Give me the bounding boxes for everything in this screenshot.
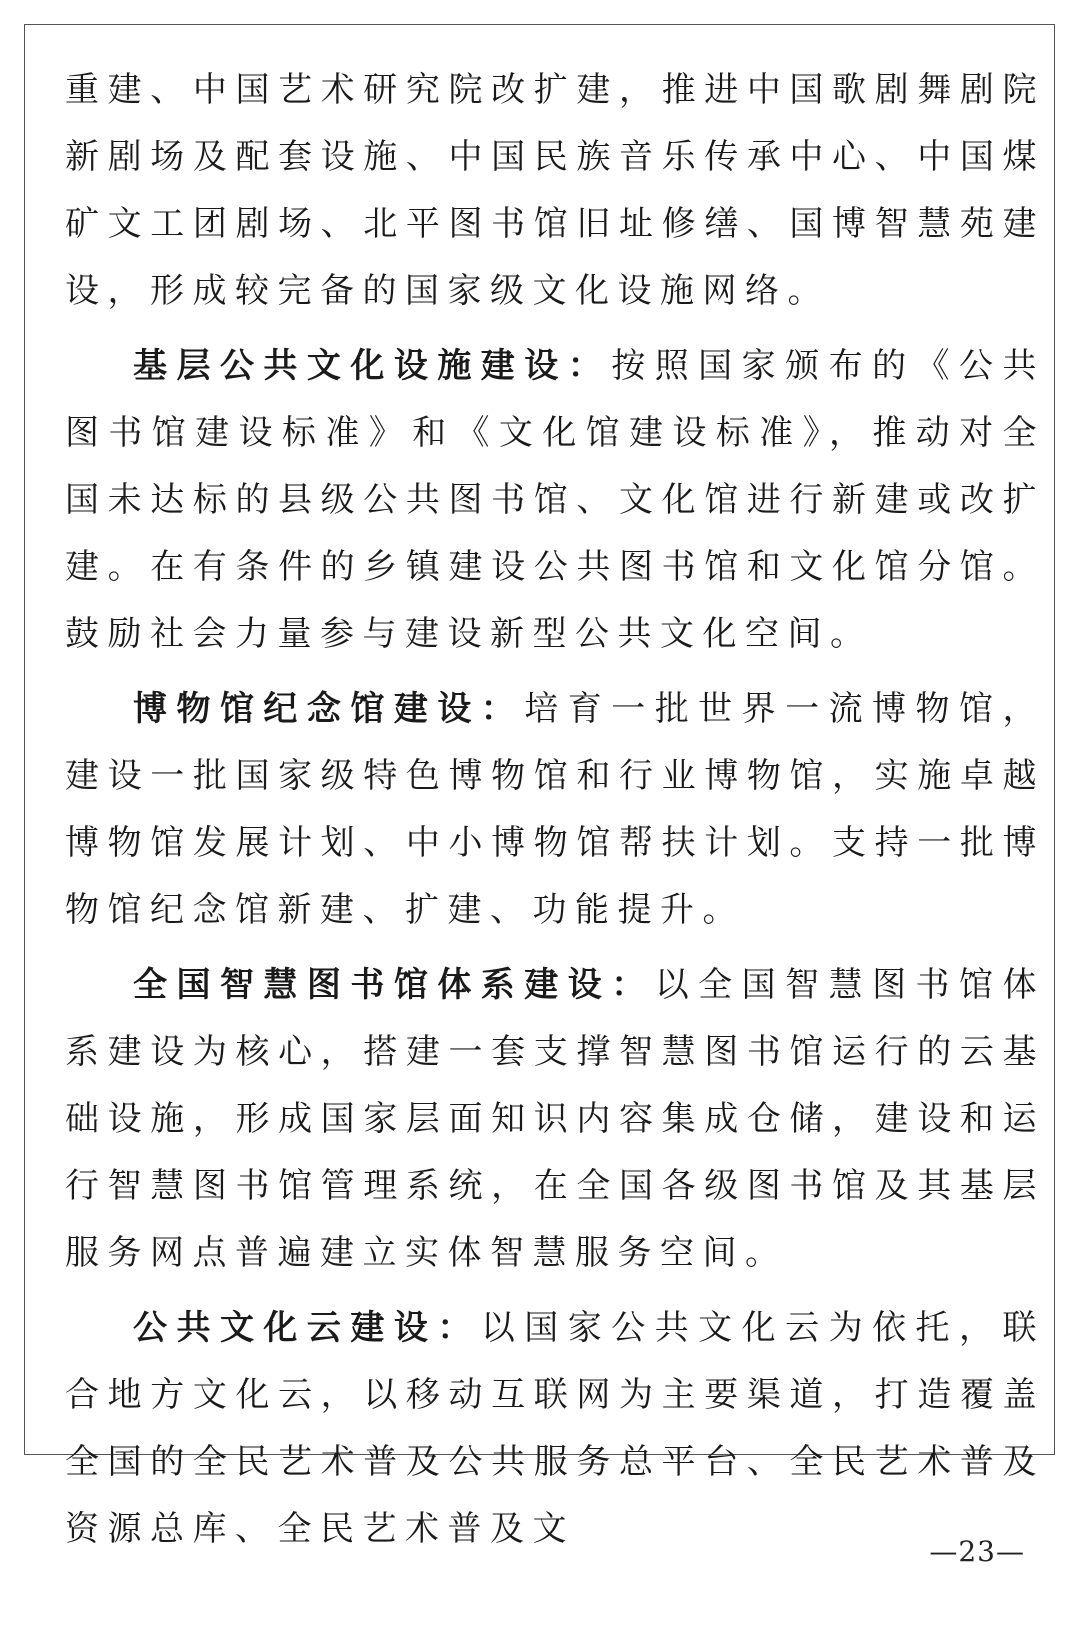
page-number: —23— <box>929 1535 1025 1568</box>
paragraph-text: 重建、中国艺术研究院改扩建，推进中国歌剧舞剧院新剧场及配套设施、中国民族音乐传承中心、中国煤矿文工团剧场、北平图书馆旧址修缮、国博智慧苑建设，形成较完备的国家级文化设施网络。 <box>65 70 1045 311</box>
paragraph-continuation <box>65 57 1045 325</box>
paragraph-heading: 全国智慧图书馆体系建设： <box>133 965 655 1005</box>
paragraph-text: 按照国家颁布的《公共图书馆建设标准》和《文化馆建设标准》，推动对全国未达标的县级公共图书馆、文化馆进行新建或改扩建。在有条件的乡镇建设公共图书馆和文化馆分馆。鼓励社会力量参与建设新型公共文化空间。 <box>65 346 1046 654</box>
paragraph-heading: 基层公共文化设施建设： <box>133 346 612 386</box>
document-body <box>65 57 1045 1571</box>
paragraph-museums <box>65 676 1045 944</box>
paragraph-text: 培育一批世界一流博物馆，建设一批国家级特色博物馆和行业博物馆，实施卓越博物馆发展计划、中小博物馆帮扶计划。支持一批博物馆纪念馆新建、扩建、功能提升。 <box>65 689 1046 930</box>
paragraph-heading: 博物馆纪念馆建设： <box>133 689 525 729</box>
paragraph-smart-library <box>65 952 1045 1287</box>
paragraph-text: 以全国智慧图书馆体系建设为核心，搭建一套支撑智慧图书馆运行的云基础设施，形成国家层面知识内容集成仓储，建设和运行智慧图书馆管理系统，在全国各级图书馆及其基层服务网点普遍建立实体智慧服务空间。 <box>65 965 1046 1273</box>
paragraph-culture-cloud <box>65 1295 1045 1563</box>
paragraph-grassroots-facilities <box>65 333 1045 668</box>
paragraph-text: 以国家公共文化云为依托，联合地方文化云，以移动互联网为主要渠道，打造覆盖全国的全民艺术普及公共服务总平台、全民艺术普及资源总库、全民艺术普及文 <box>65 1308 1046 1549</box>
page-frame <box>24 24 1055 1549</box>
paragraph-heading: 公共文化云建设： <box>133 1308 481 1348</box>
